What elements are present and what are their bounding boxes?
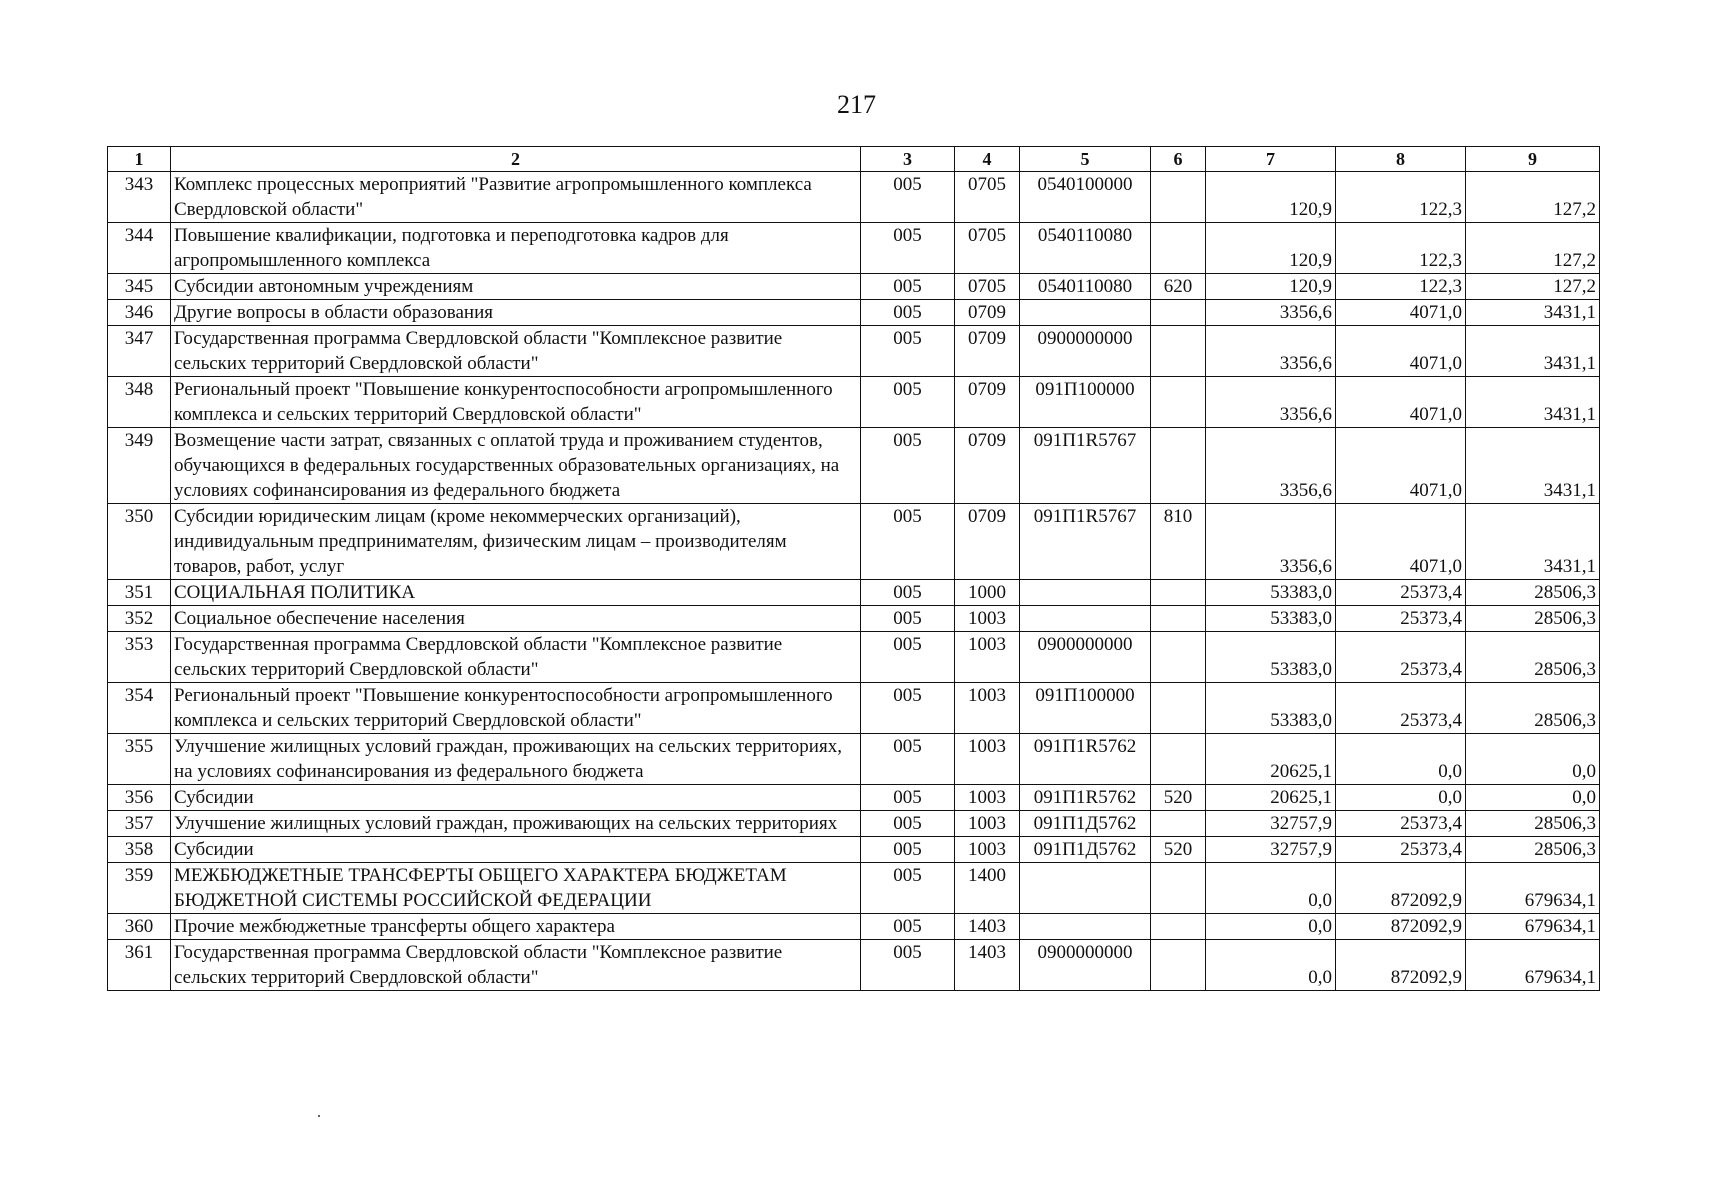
item-name-cell: Субсидии bbox=[171, 785, 861, 811]
amount-col9-cell: 0,0 bbox=[1466, 785, 1600, 811]
amount-col8-cell: 4071,0 bbox=[1336, 504, 1466, 580]
table-row bbox=[108, 914, 1600, 940]
table-row bbox=[108, 632, 1600, 683]
table-row bbox=[108, 223, 1600, 274]
table-row bbox=[108, 785, 1600, 811]
item-name-cell: Региональный проект "Повышение конкурентоспособности агропромышленного комплекса и сельских территорий Свердловской области" bbox=[171, 377, 861, 428]
amount-col7-cell: 0,0 bbox=[1206, 914, 1336, 940]
expense-type-cell bbox=[1151, 734, 1206, 785]
amount-col7-cell: 120,9 bbox=[1206, 223, 1336, 274]
column-header: 5 bbox=[1020, 147, 1151, 172]
expense-type-cell bbox=[1151, 300, 1206, 326]
row-number-cell: 346 bbox=[108, 300, 171, 326]
amount-col8-cell: 25373,4 bbox=[1336, 606, 1466, 632]
target-article-cell: 0540100000 bbox=[1020, 172, 1151, 223]
table-row bbox=[108, 734, 1600, 785]
item-name-cell: Повышение квалификации, подготовка и переподготовка кадров для агропромышленного комплекса bbox=[171, 223, 861, 274]
row-number-cell: 356 bbox=[108, 785, 171, 811]
amount-col9-cell: 28506,3 bbox=[1466, 683, 1600, 734]
amount-col7-cell: 3356,6 bbox=[1206, 300, 1336, 326]
department-code-cell: 005 bbox=[861, 837, 955, 863]
amount-col8-cell: 872092,9 bbox=[1336, 940, 1466, 991]
table-row bbox=[108, 428, 1600, 504]
row-number-cell: 347 bbox=[108, 326, 171, 377]
department-code-cell: 005 bbox=[861, 300, 955, 326]
amount-col9-cell: 679634,1 bbox=[1466, 940, 1600, 991]
target-article-cell: 0900000000 bbox=[1020, 940, 1151, 991]
amount-col7-cell: 20625,1 bbox=[1206, 734, 1336, 785]
amount-col9-cell: 127,2 bbox=[1466, 223, 1600, 274]
department-code-cell: 005 bbox=[861, 580, 955, 606]
amount-col9-cell: 28506,3 bbox=[1466, 580, 1600, 606]
target-article-cell: 091П1R5767 bbox=[1020, 504, 1151, 580]
amount-col7-cell: 32757,9 bbox=[1206, 811, 1336, 837]
amount-col7-cell: 3356,6 bbox=[1206, 504, 1336, 580]
expense-type-cell bbox=[1151, 377, 1206, 428]
target-article-cell: 091П1Д5762 bbox=[1020, 837, 1151, 863]
expense-type-cell bbox=[1151, 326, 1206, 377]
section-code-cell: 1003 bbox=[955, 837, 1020, 863]
expense-type-cell bbox=[1151, 811, 1206, 837]
expense-type-cell bbox=[1151, 428, 1206, 504]
amount-col9-cell: 679634,1 bbox=[1466, 914, 1600, 940]
section-code-cell: 0709 bbox=[955, 428, 1020, 504]
item-name-cell: Государственная программа Свердловской области "Комплексное развитие сельских территорий Свердловской области" bbox=[171, 326, 861, 377]
amount-col9-cell: 3431,1 bbox=[1466, 300, 1600, 326]
target-article-cell: 091П1R5762 bbox=[1020, 734, 1151, 785]
section-code-cell: 1003 bbox=[955, 683, 1020, 734]
item-name-cell: Возмещение части затрат, связанных с оплатой труда и проживанием студентов, обучающихся в федеральных государственных образовательных организациях, на условиях софинансирования из федерального бюджета bbox=[171, 428, 861, 504]
item-name-cell: Прочие межбюджетные трансферты общего характера bbox=[171, 914, 861, 940]
table-row bbox=[108, 940, 1600, 991]
row-number-cell: 348 bbox=[108, 377, 171, 428]
amount-col7-cell: 53383,0 bbox=[1206, 632, 1336, 683]
row-number-cell: 352 bbox=[108, 606, 171, 632]
amount-col7-cell: 32757,9 bbox=[1206, 837, 1336, 863]
table-row bbox=[108, 837, 1600, 863]
column-header: 9 bbox=[1466, 147, 1600, 172]
expense-type-cell: 810 bbox=[1151, 504, 1206, 580]
amount-col8-cell: 122,3 bbox=[1336, 223, 1466, 274]
section-code-cell: 1003 bbox=[955, 606, 1020, 632]
amount-col8-cell: 872092,9 bbox=[1336, 914, 1466, 940]
expense-type-cell: 620 bbox=[1151, 274, 1206, 300]
amount-col7-cell: 53383,0 bbox=[1206, 606, 1336, 632]
item-name-cell: Другие вопросы в области образования bbox=[171, 300, 861, 326]
amount-col7-cell: 53383,0 bbox=[1206, 580, 1336, 606]
amount-col7-cell: 0,0 bbox=[1206, 863, 1336, 914]
section-code-cell: 1000 bbox=[955, 580, 1020, 606]
department-code-cell: 005 bbox=[861, 811, 955, 837]
amount-col7-cell: 120,9 bbox=[1206, 274, 1336, 300]
table-row bbox=[108, 580, 1600, 606]
department-code-cell: 005 bbox=[861, 428, 955, 504]
row-number-cell: 361 bbox=[108, 940, 171, 991]
target-article-cell bbox=[1020, 863, 1151, 914]
row-number-cell: 344 bbox=[108, 223, 171, 274]
expense-type-cell bbox=[1151, 863, 1206, 914]
row-number-cell: 355 bbox=[108, 734, 171, 785]
expense-type-cell bbox=[1151, 914, 1206, 940]
column-header: 8 bbox=[1336, 147, 1466, 172]
amount-col8-cell: 4071,0 bbox=[1336, 300, 1466, 326]
section-code-cell: 0709 bbox=[955, 377, 1020, 428]
amount-col7-cell: 3356,6 bbox=[1206, 326, 1336, 377]
amount-col8-cell: 122,3 bbox=[1336, 274, 1466, 300]
row-number-cell: 359 bbox=[108, 863, 171, 914]
amount-col8-cell: 0,0 bbox=[1336, 734, 1466, 785]
department-code-cell: 005 bbox=[861, 326, 955, 377]
department-code-cell: 005 bbox=[861, 504, 955, 580]
section-code-cell: 1403 bbox=[955, 914, 1020, 940]
target-article-cell: 0900000000 bbox=[1020, 326, 1151, 377]
amount-col8-cell: 25373,4 bbox=[1336, 632, 1466, 683]
target-article-cell: 091П1R5767 bbox=[1020, 428, 1151, 504]
amount-col9-cell: 28506,3 bbox=[1466, 632, 1600, 683]
row-number-cell: 349 bbox=[108, 428, 171, 504]
column-header: 7 bbox=[1206, 147, 1336, 172]
row-number-cell: 345 bbox=[108, 274, 171, 300]
amount-col8-cell: 25373,4 bbox=[1336, 580, 1466, 606]
item-name-cell: МЕЖБЮДЖЕТНЫЕ ТРАНСФЕРТЫ ОБЩЕГО ХАРАКТЕРА БЮДЖЕТАМ БЮДЖЕТНОЙ СИСТЕМЫ РОССИЙСКОЙ ФЕДЕРАЦИИ bbox=[171, 863, 861, 914]
column-header: 3 bbox=[861, 147, 955, 172]
item-name-cell: Субсидии автономным учреждениям bbox=[171, 274, 861, 300]
target-article-cell: 091П100000 bbox=[1020, 683, 1151, 734]
scan-speck bbox=[318, 1115, 320, 1117]
target-article-cell bbox=[1020, 606, 1151, 632]
expense-type-cell bbox=[1151, 223, 1206, 274]
section-code-cell: 0705 bbox=[955, 172, 1020, 223]
target-article-cell bbox=[1020, 300, 1151, 326]
amount-col8-cell: 122,3 bbox=[1336, 172, 1466, 223]
amount-col8-cell: 25373,4 bbox=[1336, 837, 1466, 863]
amount-col8-cell: 4071,0 bbox=[1336, 326, 1466, 377]
amount-col7-cell: 3356,6 bbox=[1206, 377, 1336, 428]
amount-col9-cell: 3431,1 bbox=[1466, 377, 1600, 428]
section-code-cell: 0705 bbox=[955, 274, 1020, 300]
section-code-cell: 1003 bbox=[955, 785, 1020, 811]
table-row bbox=[108, 606, 1600, 632]
amount-col8-cell: 872092,9 bbox=[1336, 863, 1466, 914]
department-code-cell: 005 bbox=[861, 223, 955, 274]
amount-col9-cell: 679634,1 bbox=[1466, 863, 1600, 914]
expense-type-cell bbox=[1151, 683, 1206, 734]
amount-col9-cell: 28506,3 bbox=[1466, 811, 1600, 837]
section-code-cell: 1003 bbox=[955, 734, 1020, 785]
target-article-cell: 091П1R5762 bbox=[1020, 785, 1151, 811]
section-code-cell: 1003 bbox=[955, 632, 1020, 683]
item-name-cell: Улучшение жилищных условий граждан, проживающих на сельских территориях, на условиях софинансирования из федерального бюджета bbox=[171, 734, 861, 785]
item-name-cell: Улучшение жилищных условий граждан, проживающих на сельских территориях bbox=[171, 811, 861, 837]
item-name-cell: Государственная программа Свердловской области "Комплексное развитие сельских территорий Свердловской области" bbox=[171, 940, 861, 991]
row-number-cell: 353 bbox=[108, 632, 171, 683]
amount-col8-cell: 25373,4 bbox=[1336, 811, 1466, 837]
target-article-cell: 091П1Д5762 bbox=[1020, 811, 1151, 837]
department-code-cell: 005 bbox=[861, 785, 955, 811]
department-code-cell: 005 bbox=[861, 606, 955, 632]
row-number-cell: 354 bbox=[108, 683, 171, 734]
amount-col8-cell: 0,0 bbox=[1336, 785, 1466, 811]
item-name-cell: Субсидии bbox=[171, 837, 861, 863]
item-name-cell: Региональный проект "Повышение конкурентоспособности агропромышленного комплекса и сельских территорий Свердловской области" bbox=[171, 683, 861, 734]
section-code-cell: 0709 bbox=[955, 504, 1020, 580]
department-code-cell: 005 bbox=[861, 940, 955, 991]
item-name-cell: Субсидии юридическим лицам (кроме некоммерческих организаций), индивидуальным предпринимателям, физическим лицам – производителям товаров, работ, услуг bbox=[171, 504, 861, 580]
amount-col9-cell: 28506,3 bbox=[1466, 837, 1600, 863]
amount-col7-cell: 3356,6 bbox=[1206, 428, 1336, 504]
amount-col9-cell: 28506,3 bbox=[1466, 606, 1600, 632]
amount-col9-cell: 127,2 bbox=[1466, 172, 1600, 223]
row-number-cell: 350 bbox=[108, 504, 171, 580]
table-row bbox=[108, 863, 1600, 914]
section-code-cell: 1403 bbox=[955, 940, 1020, 991]
section-code-cell: 1003 bbox=[955, 811, 1020, 837]
department-code-cell: 005 bbox=[861, 914, 955, 940]
column-header: 1 bbox=[108, 147, 171, 172]
department-code-cell: 005 bbox=[861, 863, 955, 914]
row-number-cell: 351 bbox=[108, 580, 171, 606]
section-code-cell: 0709 bbox=[955, 326, 1020, 377]
amount-col8-cell: 4071,0 bbox=[1336, 428, 1466, 504]
item-name-cell: Государственная программа Свердловской области "Комплексное развитие сельских территорий Свердловской области" bbox=[171, 632, 861, 683]
expense-type-cell: 520 bbox=[1151, 837, 1206, 863]
department-code-cell: 005 bbox=[861, 274, 955, 300]
table-row bbox=[108, 811, 1600, 837]
table-row bbox=[108, 326, 1600, 377]
column-header: 6 bbox=[1151, 147, 1206, 172]
amount-col8-cell: 25373,4 bbox=[1336, 683, 1466, 734]
expense-type-cell bbox=[1151, 580, 1206, 606]
column-header: 4 bbox=[955, 147, 1020, 172]
expense-type-cell: 520 bbox=[1151, 785, 1206, 811]
table-row bbox=[108, 300, 1600, 326]
budget-table bbox=[107, 146, 1600, 991]
row-number-cell: 360 bbox=[108, 914, 171, 940]
amount-col9-cell: 3431,1 bbox=[1466, 428, 1600, 504]
amount-col7-cell: 20625,1 bbox=[1206, 785, 1336, 811]
amount-col9-cell: 127,2 bbox=[1466, 274, 1600, 300]
target-article-cell bbox=[1020, 580, 1151, 606]
column-header: 2 bbox=[171, 147, 861, 172]
table-row bbox=[108, 172, 1600, 223]
target-article-cell: 0900000000 bbox=[1020, 632, 1151, 683]
amount-col9-cell: 3431,1 bbox=[1466, 326, 1600, 377]
amount-col9-cell: 3431,1 bbox=[1466, 504, 1600, 580]
section-code-cell: 0705 bbox=[955, 223, 1020, 274]
item-name-cell: Комплекс процессных мероприятий "Развитие агропромышленного комплекса Свердловской области" bbox=[171, 172, 861, 223]
department-code-cell: 005 bbox=[861, 632, 955, 683]
table-row bbox=[108, 683, 1600, 734]
section-code-cell: 0709 bbox=[955, 300, 1020, 326]
item-name-cell: Социальное обеспечение населения bbox=[171, 606, 861, 632]
target-article-cell: 091П100000 bbox=[1020, 377, 1151, 428]
target-article-cell: 0540110080 bbox=[1020, 274, 1151, 300]
page-number: 217 bbox=[837, 90, 876, 119]
expense-type-cell bbox=[1151, 632, 1206, 683]
target-article-cell bbox=[1020, 914, 1151, 940]
table-header-row bbox=[108, 147, 1600, 172]
row-number-cell: 358 bbox=[108, 837, 171, 863]
expense-type-cell bbox=[1151, 606, 1206, 632]
department-code-cell: 005 bbox=[861, 172, 955, 223]
table-row bbox=[108, 504, 1600, 580]
amount-col7-cell: 53383,0 bbox=[1206, 683, 1336, 734]
item-name-cell: СОЦИАЛЬНАЯ ПОЛИТИКА bbox=[171, 580, 861, 606]
expense-type-cell bbox=[1151, 172, 1206, 223]
department-code-cell: 005 bbox=[861, 734, 955, 785]
expense-type-cell bbox=[1151, 940, 1206, 991]
amount-col7-cell: 120,9 bbox=[1206, 172, 1336, 223]
amount-col7-cell: 0,0 bbox=[1206, 940, 1336, 991]
amount-col8-cell: 4071,0 bbox=[1336, 377, 1466, 428]
row-number-cell: 343 bbox=[108, 172, 171, 223]
amount-col9-cell: 0,0 bbox=[1466, 734, 1600, 785]
row-number-cell: 357 bbox=[108, 811, 171, 837]
department-code-cell: 005 bbox=[861, 683, 955, 734]
department-code-cell: 005 bbox=[861, 377, 955, 428]
target-article-cell: 0540110080 bbox=[1020, 223, 1151, 274]
table-row bbox=[108, 377, 1600, 428]
section-code-cell: 1400 bbox=[955, 863, 1020, 914]
table-row bbox=[108, 274, 1600, 300]
